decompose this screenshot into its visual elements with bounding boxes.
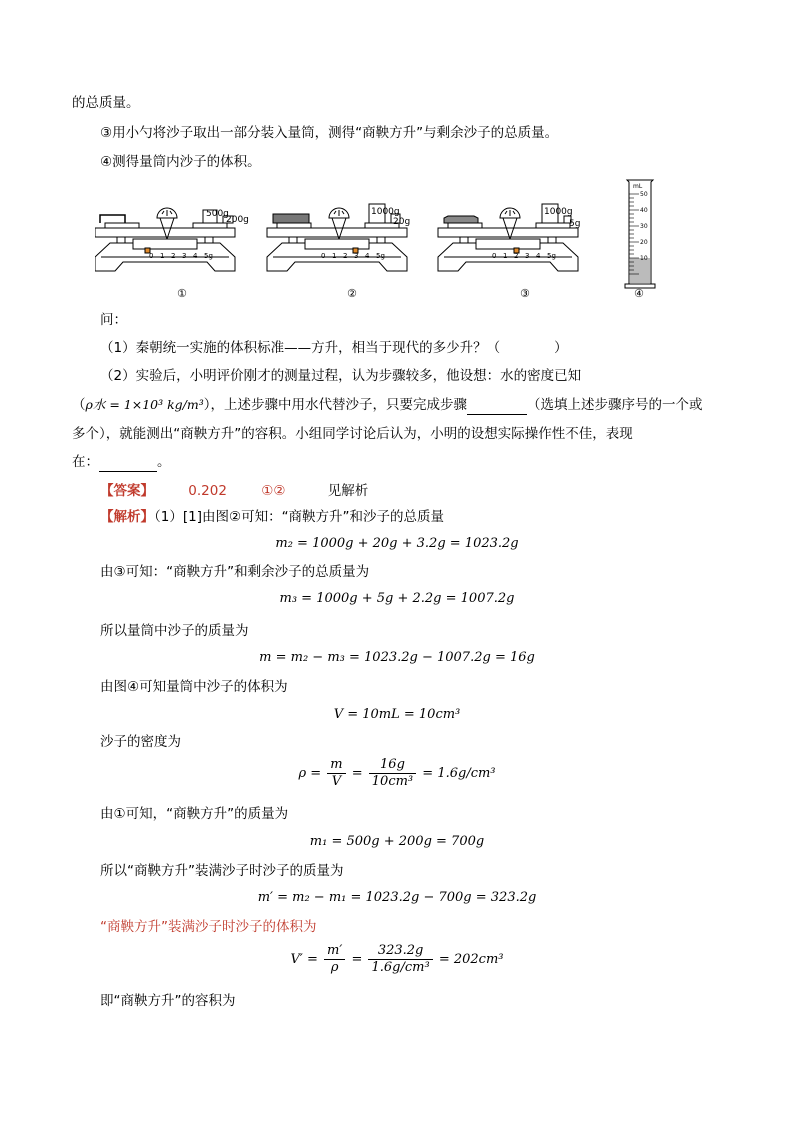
formula-m-prime: m′ = m₂ − m₁ = 1023.2g − 700g = 323.2g — [257, 890, 537, 905]
step-text: ），上述步骤中用水代替沙子，只要完成步骤 — [203, 397, 467, 413]
formula-m: m = m₂ − m₃ = 1023.2g − 1007.2g = 16g — [259, 650, 535, 665]
analysis-line-9: 即“商鞅方升”的容积为 — [100, 993, 236, 1009]
numerator: 16g — [369, 757, 416, 774]
scale-label: 4 — [365, 252, 370, 260]
scale-label: 1 — [503, 252, 508, 260]
formula-m1: m₁ = 500g + 200g = 700g — [309, 834, 485, 849]
analysis-line-8: “商鞅方升”装满沙子时沙子的体积为 — [100, 919, 317, 935]
scale-label: 0 — [149, 252, 154, 260]
analysis-line-6: 由①可知，“商鞅方升”的质量为 — [100, 806, 289, 822]
formula-m3: m₃ = 1000g + 5g + 2.2g = 1007.2g — [279, 591, 515, 606]
cylinder-tick: 20 — [640, 239, 648, 246]
water-density: ρ水 = 1×10³ kg/m³ — [85, 397, 204, 412]
scale-label: 5g — [547, 252, 556, 260]
answer-blank-reason[interactable] — [99, 453, 157, 472]
scale-label: 2 — [514, 252, 519, 260]
numerator: m — [327, 757, 345, 774]
scale-label: 3 — [525, 252, 530, 260]
cylinder-unit: mL — [633, 183, 643, 190]
question-1: （1）秦朝统一实施的体积标准——方升，相当于现代的多少升？（ ） — [100, 340, 568, 356]
denominator: 10cm³ — [371, 774, 414, 789]
formula-lhs: ρ = — [298, 766, 322, 781]
text-step-4: ④测得量筒内沙子的体积。 — [100, 154, 261, 170]
cylinder-tick: 30 — [640, 223, 648, 230]
scale-label: 4 — [193, 252, 198, 260]
formula-m2: m₂ = 1000g + 20g + 3.2g = 1023.2g — [275, 536, 519, 551]
fraction — [324, 943, 345, 976]
analysis-tag: 【解析】 — [100, 509, 154, 525]
analysis-line-3: 所以量筒中沙子的质量为 — [100, 623, 249, 639]
denominator: 1.6g/cm³ — [371, 960, 430, 975]
weight-label: 5g — [569, 219, 581, 229]
analysis-line-5: 沙子的密度为 — [100, 734, 181, 750]
numerator: 323.2g — [368, 943, 432, 960]
formula-rhs: = 202cm³ — [438, 952, 504, 967]
scale-label: 3 — [354, 252, 359, 260]
denominator: ρ — [330, 960, 339, 975]
equals: = — [351, 952, 363, 967]
fraction — [327, 757, 345, 790]
weight-label: 1000g — [544, 207, 573, 217]
question-2-line-4 — [72, 453, 171, 472]
fraction — [368, 943, 432, 976]
formula-rhs: = 1.6g/cm³ — [422, 766, 496, 781]
hint-text: （选填上述步骤序号的一个或 — [527, 397, 703, 413]
question-2: （2）实验后，小明评价刚才的测量过程，认为步骤较多，他设想：水的密度已知 — [100, 368, 582, 384]
analysis-line-1 — [100, 508, 444, 526]
analysis-text: （1）[1]由图②可知：“商鞅方升”和沙子的总质量 — [154, 509, 445, 525]
question-2-line-2 — [72, 396, 703, 415]
figure-label: ② — [347, 287, 357, 300]
scale-label: 4 — [536, 252, 541, 260]
answer-tag: 【答案】 — [100, 483, 154, 499]
period: 。 — [157, 454, 171, 470]
answer-2: ①② — [261, 483, 286, 499]
question-label: 问： — [100, 312, 127, 328]
scale-label: 0 — [321, 252, 326, 260]
weight-label: 500g — [206, 209, 229, 219]
answer-3: 见解析 — [327, 483, 369, 499]
fraction — [369, 757, 416, 790]
graduated-cylinder-figure — [625, 180, 655, 300]
scale-label: 2 — [343, 252, 348, 260]
answer-1: 0.202 — [188, 483, 227, 499]
prefix-text: 在： — [72, 454, 99, 470]
scale-label: 2 — [171, 252, 176, 260]
figure-label: ① — [177, 287, 187, 300]
analysis-line-2: 由③可知：“商鞅方升”和剩余沙子的总质量为 — [100, 564, 370, 580]
answer-line — [100, 482, 368, 500]
paren-open: （ — [72, 397, 86, 413]
analysis-line-4: 由图④可知量筒中沙子的体积为 — [100, 679, 288, 695]
scale-label: 3 — [182, 252, 187, 260]
figure-label: ④ — [634, 287, 644, 300]
cylinder-tick: 10 — [640, 255, 648, 262]
equals: = — [351, 766, 363, 781]
question-2-line-3: 多个），就能测出“商鞅方升”的容积。小组同学讨论后认为，小明的设想实际操作性不佳，表现 — [72, 426, 633, 442]
experiment-figures — [95, 178, 675, 305]
formula-density — [0, 756, 794, 792]
figure-label: ③ — [520, 287, 530, 300]
formula-v-prime — [0, 942, 794, 978]
cylinder-tick: 40 — [640, 207, 648, 214]
scale-label: 5g — [204, 252, 213, 260]
text-step-3: ③用小勺将沙子取出一部分装入量筒，测得“商鞅方升”与剩余沙子的总质量。 — [100, 125, 559, 141]
scale-label: 0 — [492, 252, 497, 260]
balance-figure-1 — [95, 208, 249, 300]
scale-label: 1 — [332, 252, 337, 260]
numerator: m′ — [324, 943, 345, 960]
text-line-1: 的总质量。 — [72, 95, 140, 111]
balance-figure-3 — [438, 204, 580, 300]
weight-label: 1000g — [371, 207, 400, 217]
analysis-line-7: 所以“商鞅方升”装满沙子时沙子的质量为 — [100, 863, 344, 879]
weight-label: 200g — [226, 215, 249, 225]
balance-figure-2 — [267, 204, 410, 300]
formula-v: V = 10mL = 10cm³ — [333, 707, 461, 722]
weight-label: 20g — [393, 217, 411, 227]
answer-blank-steps[interactable] — [467, 396, 527, 415]
denominator: V — [331, 774, 342, 789]
scale-label: 5g — [376, 252, 385, 260]
scale-label: 1 — [160, 252, 165, 260]
formula-lhs: V′ = — [290, 952, 318, 967]
cylinder-tick: 50 — [640, 191, 648, 198]
